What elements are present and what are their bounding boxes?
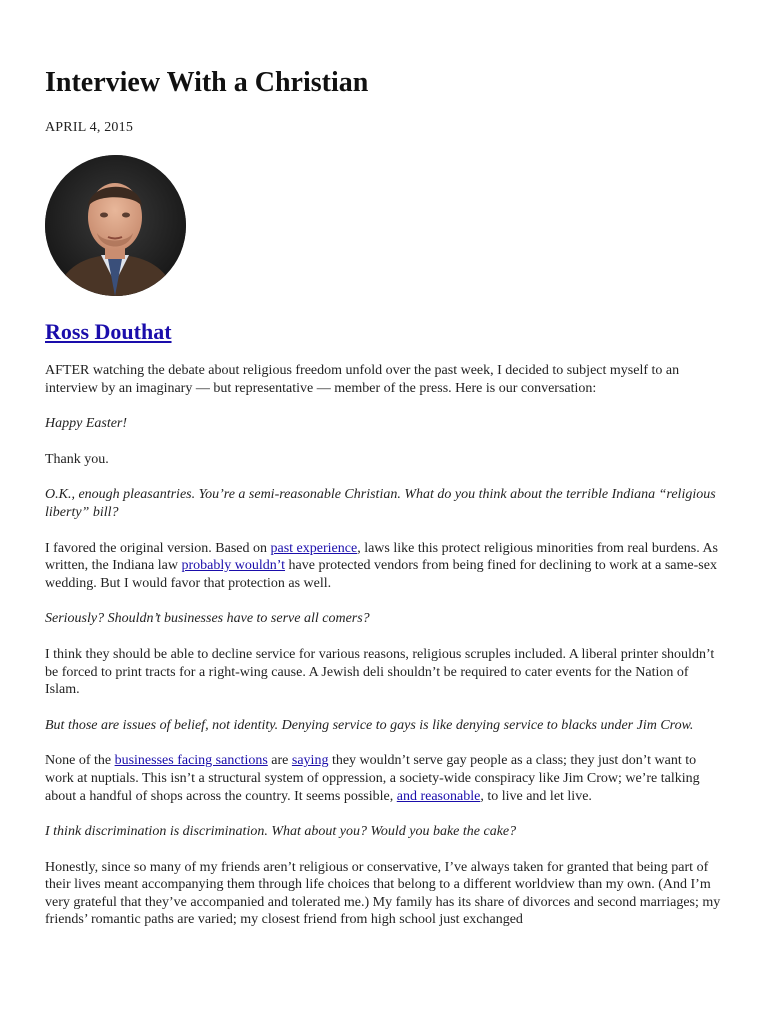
inline-link[interactable]: businesses facing sanctions bbox=[114, 753, 268, 769]
question-paragraph: But those are issues of belief, not identity. Denying service to gays is like denying service to blacks under Jim Crow. bbox=[45, 717, 694, 733]
inline-link[interactable]: probably wouldn’t bbox=[181, 558, 286, 574]
answer-paragraph bbox=[45, 752, 725, 805]
text-run: have protected vendors from being fined for declining to work at a same-sex wedding. But I would favor that protection as well. bbox=[45, 558, 717, 591]
author-avatar bbox=[45, 155, 186, 296]
text-run: are bbox=[267, 753, 292, 769]
question-paragraph: Happy Easter! bbox=[45, 416, 128, 432]
question-paragraph: O.K., enough pleasantries. You’re a semi-reasonable Christian. What do you think about the terrible Indiana “religious liberty” bill? bbox=[45, 487, 716, 520]
text-run: , to live and let live. bbox=[480, 788, 592, 804]
author-portrait-icon bbox=[45, 155, 186, 296]
text-run: None of the bbox=[45, 753, 115, 769]
answer-paragraph bbox=[45, 540, 725, 593]
inline-link[interactable]: past experience bbox=[270, 540, 358, 556]
text-run: , laws like this protect religious minorities from real burdens. As written, the Indiana law bbox=[45, 540, 719, 574]
article-body bbox=[45, 362, 725, 947]
answer-paragraph: I think they should be able to decline service for various reasons, religious scruples included. A liberal printer shouldn’t be forced to print tracts for a right-wing cause. A Jewish deli shouldn’t be required to cater events for the Nation of Islam. bbox=[45, 646, 715, 698]
author-link[interactable]: Ross Douthat bbox=[45, 319, 172, 344]
text-run: they wouldn’t serve gay people as a class; they just don’t want to work at nuptials. This isn’t a structural system of oppression, a society-wide conspiracy like Jim Crow; we’re talking about a handful of shops across the country. It seems possible, bbox=[45, 753, 700, 804]
article-date: APRIL 4, 2015 bbox=[45, 120, 134, 135]
answer-paragraph: Honestly, since so many of my friends aren’t religious or conservative, I’ve always taken for granted that being part of their lives meant accompanying them through life choices that belong to a different worldview than my own. (And I’m very grateful that they’ve accompanied and tolerated me.) My family has its share of divorces and second marriages; my friends’ romantic paths are varied; my closest friend from high school just exchanged bbox=[45, 859, 721, 928]
answer-paragraph: Thank you. bbox=[45, 451, 109, 467]
question-paragraph: Seriously? Shouldn’t businesses have to serve all comers? bbox=[45, 611, 370, 627]
inline-link[interactable]: and reasonable bbox=[396, 788, 481, 804]
question-paragraph: I think discrimination is discrimination. What about you? Would you bake the cake? bbox=[45, 824, 517, 840]
text-run: I favored the original version. Based on bbox=[45, 540, 271, 556]
inline-link[interactable]: saying bbox=[291, 753, 329, 769]
article-title: Interview With a Christian bbox=[45, 67, 369, 98]
answer-paragraph: AFTER watching the debate about religious freedom unfold over the past week, I decided to subject myself to an interview by an imaginary — but representative — member of the press. Here is our conversation: bbox=[45, 363, 680, 396]
